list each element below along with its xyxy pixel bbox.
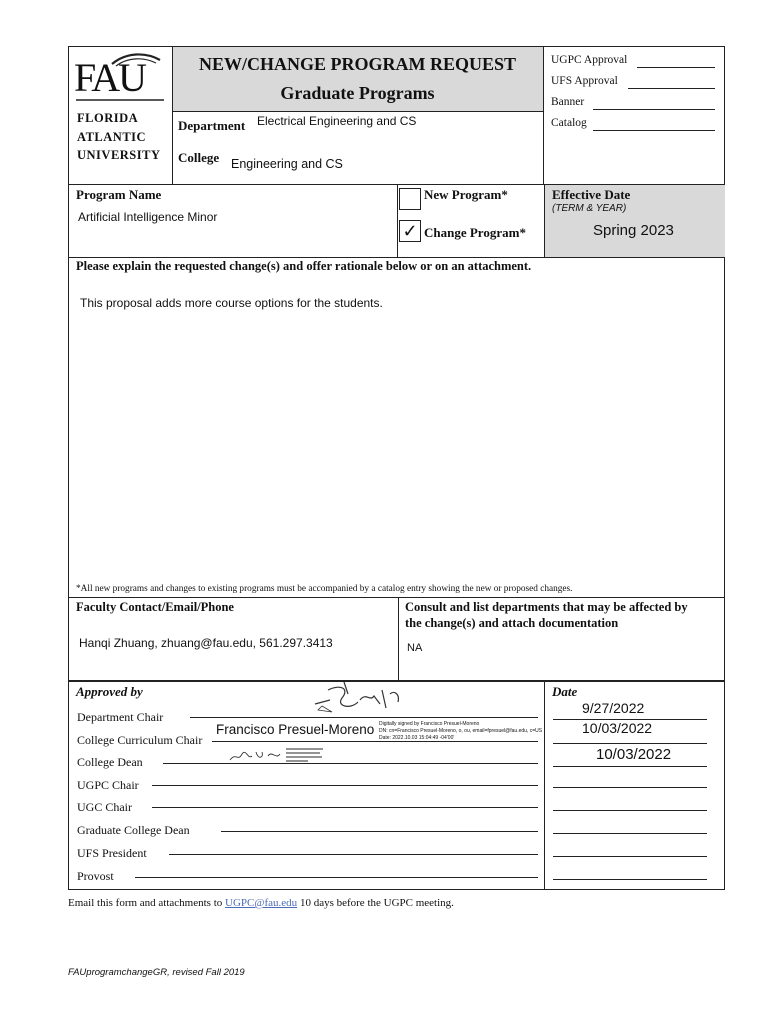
college-dean-date-line[interactable] (553, 766, 707, 767)
graduate-college-dean-label: Graduate College Dean (77, 823, 190, 837)
department-chair-signature-line[interactable] (190, 717, 538, 718)
digital-signature-line2: DN: cn=Francisco Presuel-Moreno, o, ou, email=fpresuel@fau.edu, c=US (379, 728, 543, 734)
divider (543, 46, 544, 185)
divider (398, 597, 399, 681)
college-curriculum-chair-signature-line[interactable] (212, 741, 538, 742)
college-field[interactable]: Engineering and CS (231, 157, 343, 171)
university-name-line1: FLORIDA (77, 111, 139, 125)
college-dean-date[interactable]: 10/03/2022 (596, 746, 672, 763)
email-note (68, 897, 454, 909)
department-chair-label: Department Chair (77, 710, 164, 724)
university-name-line3: UNIVERSITY (77, 148, 161, 162)
program-name-field[interactable]: Artificial Intelligence Minor (78, 210, 218, 224)
ufs-approval-field[interactable] (628, 88, 715, 89)
logo-text: FAU (74, 55, 146, 100)
digital-signature-line1: Digitally signed by Francisco Presuel-Moreno (379, 721, 480, 727)
date-header: Date (552, 684, 578, 699)
provost-label: Provost (77, 869, 114, 883)
college-dean-signature (228, 746, 328, 764)
department-chair-date[interactable]: 9/27/2022 (582, 700, 645, 716)
effective-date-field[interactable]: Spring 2023 (593, 222, 674, 239)
ufs-president-date-line[interactable] (553, 856, 707, 857)
revision-note: FAUprogramchangeGR, revised Fall 2019 (68, 967, 245, 978)
ufs-president-label: UFS President (77, 846, 147, 860)
digital-signature-line3: Date: 2022.10.03 15:04:49 -04'00' (379, 735, 455, 741)
ugpc-approval-field[interactable] (637, 67, 715, 68)
ugpc-chair-signature-line[interactable] (152, 785, 538, 786)
college-curriculum-chair-label: College Curriculum Chair (77, 733, 203, 747)
divider (397, 184, 398, 258)
fau-logo (74, 50, 166, 108)
email-note-before: Email this form and attachments to (68, 897, 226, 909)
change-program-label: Change Program* (424, 225, 526, 240)
college-curriculum-chair-date-line[interactable] (553, 743, 707, 744)
divider (172, 111, 543, 112)
provost-date-line[interactable] (553, 879, 707, 880)
college-dean-label: College Dean (77, 755, 143, 769)
email-note-after: 10 days before the UGPC meeting. (297, 897, 454, 909)
effective-date-label: Effective Date (552, 187, 631, 202)
college-dean-signature-line[interactable] (163, 763, 538, 764)
program-name-label: Program Name (76, 187, 162, 202)
approved-by-label: Approved by (76, 684, 143, 699)
college-label: College (178, 150, 220, 165)
faculty-contact-label: Faculty Contact/Email/Phone (76, 600, 234, 614)
rationale-prompt: Please explain the requested change(s) and offer rationale below or on an attachment. (76, 259, 532, 273)
curriculum-signer-name: Francisco Presuel-Moreno (216, 722, 375, 737)
university-name-line2: ATLANTIC (77, 130, 147, 144)
rationale-field[interactable]: This proposal adds more course options for the students. (80, 296, 383, 310)
new-program-label: New Program* (424, 187, 508, 202)
form-title: NEW/CHANGE PROGRAM REQUEST (198, 54, 517, 74)
divider (544, 681, 545, 890)
footnote: *All new programs and changes to existing programs must be accompanied by a catalog entry showing the new or proposed changes. (76, 584, 573, 594)
faculty-contact-field[interactable]: Hanqi Zhuang, zhuang@fau.edu, 561.297.3413 (79, 636, 333, 650)
new-program-checkbox[interactable] (399, 188, 421, 210)
change-program-checkbox[interactable]: ✓ (399, 220, 421, 242)
banner-label: Banner (551, 96, 585, 108)
ugc-chair-date-line[interactable] (553, 810, 707, 811)
ugc-chair-signature-line[interactable] (152, 807, 538, 808)
department-field[interactable]: Electrical Engineering and CS (257, 114, 417, 128)
provost-signature-line[interactable] (135, 877, 538, 878)
department-label: Department (178, 118, 246, 133)
ugpc-email-link[interactable]: UGPC@fau.edu (225, 897, 298, 909)
catalog-field[interactable] (593, 130, 715, 131)
ugc-chair-label: UGC Chair (77, 800, 132, 814)
consult-field[interactable]: NA (407, 642, 423, 654)
ufs-approval-label: UFS Approval (551, 75, 618, 87)
ugpc-chair-date-line[interactable] (553, 787, 707, 788)
graduate-college-dean-date-line[interactable] (553, 833, 707, 834)
college-curriculum-chair-date[interactable]: 10/03/2022 (582, 720, 653, 736)
catalog-label: Catalog (551, 117, 587, 129)
graduate-college-dean-signature-line[interactable] (221, 831, 538, 832)
effective-date-sub: (TERM & YEAR) (552, 203, 627, 214)
form-subtitle: Graduate Programs (280, 83, 435, 103)
banner-field[interactable] (593, 109, 715, 110)
department-chair-signature (310, 680, 410, 720)
ugpc-approval-label: UGPC Approval (551, 54, 628, 66)
ufs-president-signature-line[interactable] (169, 854, 538, 855)
ugpc-chair-label: UGPC Chair (77, 778, 139, 792)
consult-label-line1: Consult and list departments that may be affected by (405, 600, 688, 614)
consult-label-line2: the change(s) and attach documentation (405, 616, 619, 630)
